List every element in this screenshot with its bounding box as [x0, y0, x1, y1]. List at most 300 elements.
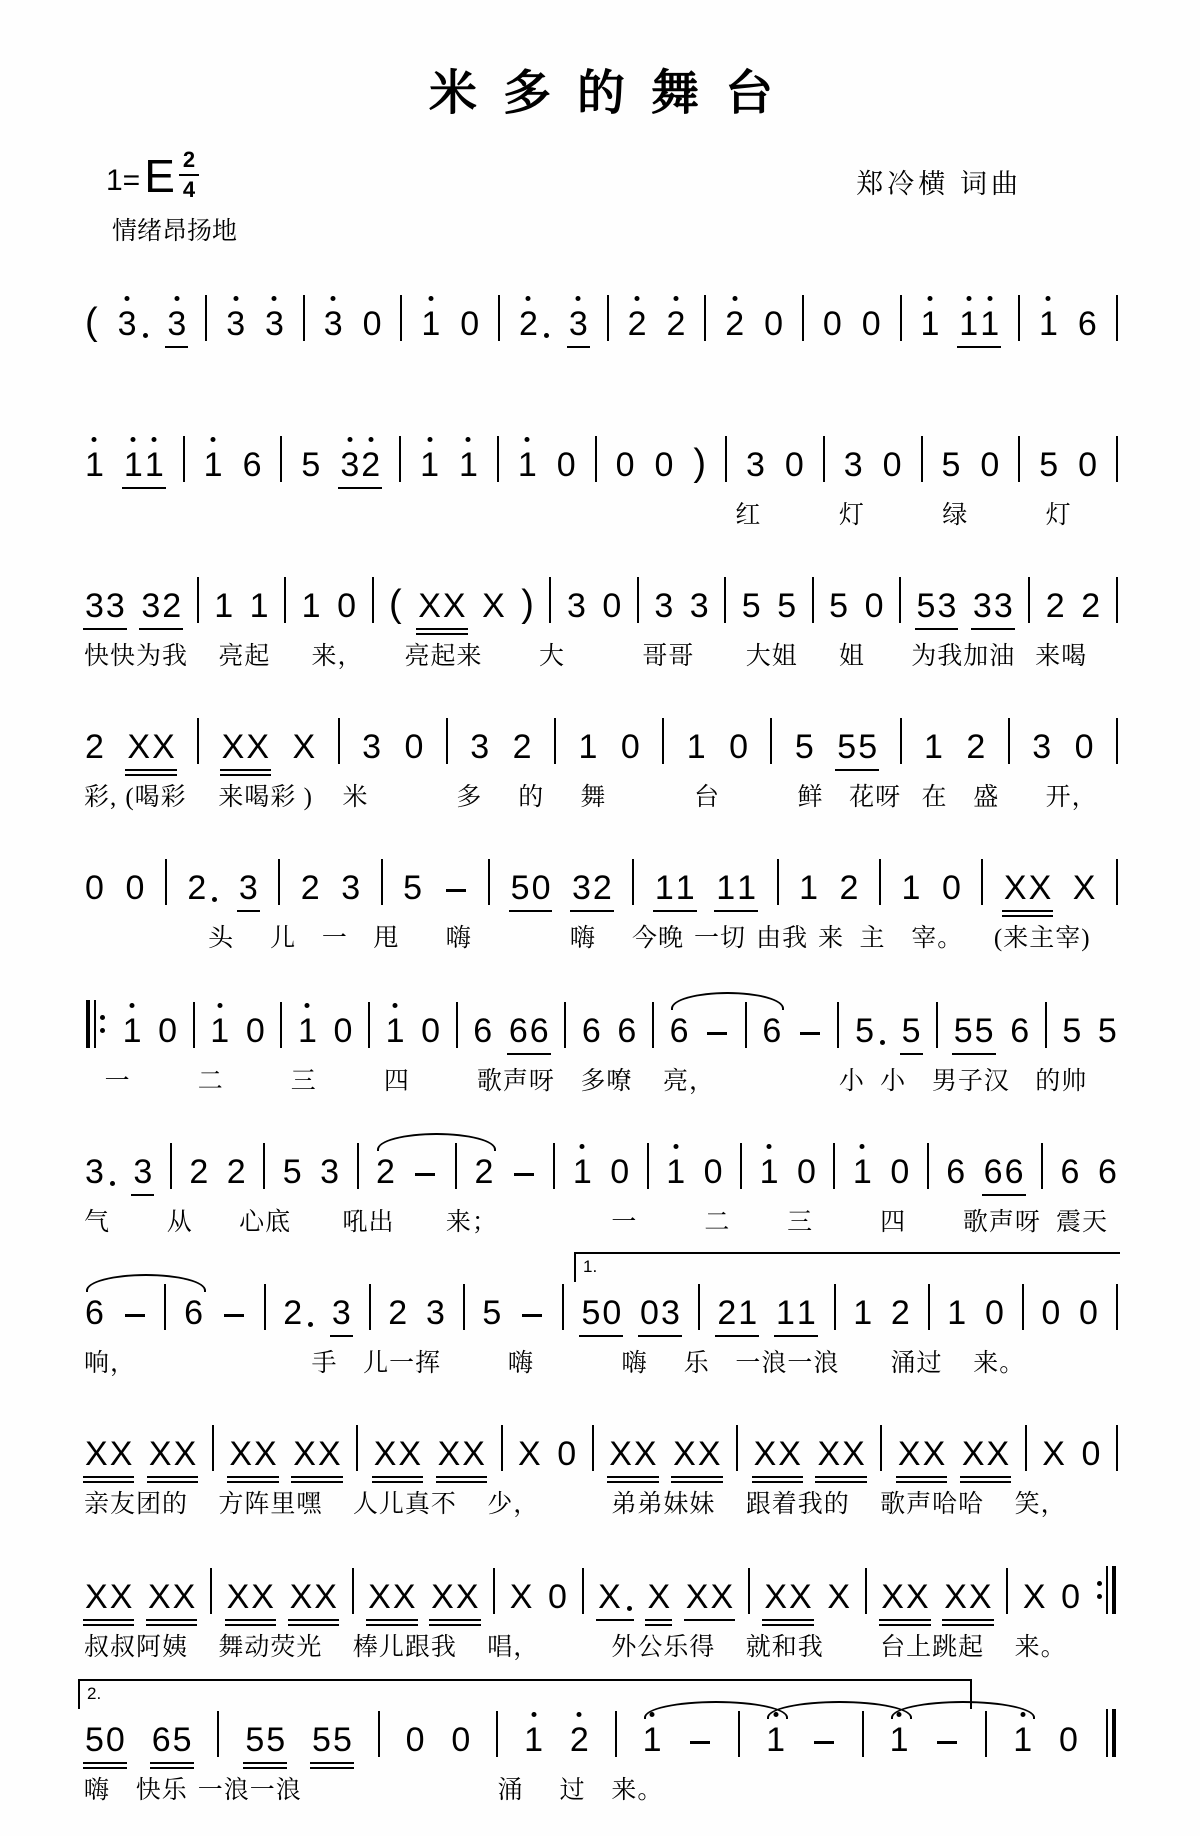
barline — [193, 1002, 195, 1048]
note-digit: 5 — [855, 1012, 874, 1050]
lyric-text: 弟弟妹妹 — [611, 1491, 716, 1518]
note — [459, 307, 480, 341]
note — [140, 589, 182, 623]
rhythm-note — [880, 1580, 929, 1614]
note-digit: 0 — [548, 1578, 567, 1616]
note — [703, 1155, 724, 1189]
note-digit: 0 — [602, 587, 622, 625]
lyric-text: 过 — [559, 1777, 586, 1804]
note — [728, 730, 749, 764]
rhythm-note — [1022, 1580, 1047, 1614]
note — [940, 448, 961, 482]
lyric-text: 花呀 — [849, 784, 902, 811]
augmentation-dot — [110, 1181, 115, 1186]
score-system — [84, 954, 1118, 1097]
note-digit: 0 — [640, 1294, 659, 1332]
note-digit: 0 — [245, 1012, 265, 1050]
note-digit: 0 — [1079, 1294, 1098, 1332]
dash-extension-line — [514, 1173, 534, 1177]
barline — [900, 718, 902, 764]
note — [639, 1296, 681, 1330]
note-digit: X — [968, 1578, 992, 1616]
note-digit: 6 — [508, 1012, 528, 1050]
note-digit: 2 — [189, 1153, 209, 1191]
note-digit: X — [392, 1578, 416, 1616]
rhythm-note — [437, 1437, 486, 1471]
note — [1061, 1014, 1082, 1048]
note-digit: X — [685, 1578, 709, 1616]
barline — [303, 295, 305, 341]
rhythm-note — [1041, 1437, 1066, 1471]
note-digit: X — [289, 1578, 313, 1616]
note-digit: 5 — [794, 728, 814, 766]
note-digit: X — [753, 1435, 777, 1473]
note — [1074, 730, 1095, 764]
note-digit: X — [764, 1578, 788, 1616]
note-digit: 1 — [959, 305, 979, 343]
dash-extension-line — [224, 1314, 244, 1318]
note-digit: 1 — [458, 446, 478, 484]
note-digit: 0 — [362, 305, 382, 343]
note-digit: X — [398, 1435, 422, 1473]
note — [686, 730, 707, 764]
dash-note — [412, 1173, 438, 1190]
time-signature — [179, 149, 199, 201]
note-digit: X — [221, 728, 245, 766]
note-digit: 1 — [889, 1721, 909, 1759]
note — [556, 448, 577, 482]
lyric-text: 今晚 — [632, 925, 685, 952]
rhythm-note — [672, 1437, 721, 1471]
note-digit: 2 — [627, 305, 647, 343]
note-digit: 0 — [556, 446, 576, 484]
note — [1077, 307, 1098, 341]
note — [889, 1155, 910, 1189]
note — [518, 307, 550, 341]
barline — [1116, 1425, 1118, 1471]
note-digit: 0 — [620, 728, 640, 766]
note-digit: X — [229, 1435, 253, 1473]
barline — [381, 859, 383, 905]
bar-stroke — [1112, 1709, 1116, 1757]
note — [84, 1155, 116, 1189]
key-note: E — [144, 150, 175, 202]
note-digit: 0 — [615, 446, 635, 484]
note-digit: X — [147, 1578, 171, 1616]
lyric-text: 亮， — [663, 1068, 716, 1095]
barline — [356, 1425, 358, 1471]
note-digit: 2 — [162, 587, 182, 625]
meta-row — [84, 147, 1118, 202]
lyric-text: 一浪一浪 — [735, 1350, 840, 1377]
tie-arc — [377, 1133, 496, 1151]
note — [941, 871, 962, 905]
rhythm-note — [685, 1580, 734, 1614]
note-digit: 0 — [557, 1435, 577, 1473]
note — [796, 1155, 817, 1189]
lyrics-row — [84, 1770, 1118, 1806]
repeat-dot — [100, 1028, 105, 1033]
note-digit: 1 — [716, 869, 736, 907]
note — [852, 1155, 873, 1189]
note — [336, 589, 357, 623]
lyric-text: 涌 — [497, 1777, 524, 1804]
lyric-text: 棒儿跟我 — [352, 1634, 457, 1661]
dash-note — [122, 1314, 148, 1331]
note — [901, 1014, 922, 1048]
barline — [1116, 859, 1118, 905]
note-digit: 6 — [184, 1294, 204, 1332]
lyric-text: 一 — [321, 925, 348, 952]
bar-stroke — [94, 1000, 96, 1048]
note-digit: 3 — [320, 1153, 340, 1191]
note-digit: X — [462, 1435, 485, 1473]
barline — [928, 1284, 930, 1330]
rhythm-note — [226, 1580, 275, 1614]
dash-note — [519, 1314, 545, 1331]
note-digit: 5 — [901, 1012, 921, 1050]
key-prefix: 1= — [106, 164, 141, 197]
note-digit: X — [292, 728, 316, 766]
note-digit: 3 — [425, 1294, 445, 1332]
note-digit: 0 — [405, 1721, 425, 1759]
note-digit: 1 — [420, 446, 440, 484]
lyric-text: 就和我 — [745, 1634, 824, 1661]
note — [627, 307, 648, 341]
note-digit: 1 — [144, 446, 164, 484]
note — [203, 448, 224, 482]
note-digit: X — [437, 1435, 461, 1473]
note — [653, 448, 674, 482]
lyric-text: 嗨 — [84, 1777, 111, 1804]
barline — [1022, 1284, 1024, 1330]
note-digit: X — [85, 1578, 108, 1616]
barline — [217, 1711, 219, 1757]
note-digit: 3 — [141, 587, 161, 625]
note-digit: X — [127, 728, 151, 766]
barline — [595, 436, 597, 482]
note — [1031, 730, 1052, 764]
note — [385, 1014, 406, 1048]
note-digit: 1 — [203, 446, 223, 484]
repeat-dot — [100, 1015, 105, 1020]
note-digit: 3 — [937, 587, 957, 625]
note-digit: 0 — [460, 305, 480, 343]
tempo-mood: 情绪昂扬地 — [112, 218, 238, 245]
note-digit: 1 — [210, 1012, 230, 1050]
note-digit: 1 — [654, 869, 674, 907]
note-digit: 5 — [837, 728, 857, 766]
note-digit: 1 — [301, 587, 321, 625]
note-digit: 2 — [474, 1153, 494, 1191]
note — [923, 730, 944, 764]
note-digit: X — [961, 1435, 985, 1473]
barline — [1116, 1284, 1118, 1330]
barline — [197, 718, 199, 764]
dash-note — [511, 1173, 537, 1190]
lyric-text: 来。 — [1014, 1634, 1067, 1661]
note-digit: 1 — [686, 728, 706, 766]
dash-extension-line — [690, 1741, 710, 1745]
note — [642, 1723, 663, 1757]
volta-label: 1. — [583, 1257, 598, 1276]
note-digit: 2 — [569, 1721, 589, 1759]
note — [556, 1437, 577, 1471]
lyric-text: 在 — [921, 784, 948, 811]
note-digit: 6 — [529, 1012, 549, 1050]
note-digit: 6 — [983, 1153, 1003, 1191]
lyric-text: 开， — [1045, 784, 1098, 811]
lyric-text: 一 — [104, 1068, 131, 1095]
note-digit: 6 — [762, 1012, 782, 1050]
note — [84, 730, 105, 764]
note-digit: X — [897, 1435, 921, 1473]
lyrics-row — [84, 354, 1118, 390]
note-digit: 2 — [226, 1153, 246, 1191]
barline — [352, 1568, 354, 1614]
lyric-text: 舞动荧光 — [218, 1634, 323, 1661]
barline — [582, 1568, 584, 1614]
barline — [338, 718, 340, 764]
note-digit: 1 — [759, 1153, 779, 1191]
barline — [1116, 295, 1118, 341]
lyric-text: 台上跳起 — [880, 1634, 985, 1661]
note — [300, 871, 321, 905]
note-digit: 0 — [404, 728, 424, 766]
lyric-text: 来喝彩 ) — [218, 784, 313, 811]
note-digit: 3 — [843, 446, 863, 484]
note-digit: 3 — [85, 1153, 104, 1191]
note-digit: X — [368, 1578, 391, 1616]
lyric-text: 米 — [342, 784, 369, 811]
note-digit: 1 — [385, 1012, 405, 1050]
rhythm-note — [148, 1437, 197, 1471]
note-digit: 1 — [924, 728, 943, 766]
note-digit: X — [172, 1578, 196, 1616]
note-digit: 1 — [524, 1721, 544, 1759]
score-system — [84, 1097, 1118, 1238]
note — [282, 1296, 314, 1330]
note-digit: 2 — [388, 1294, 408, 1332]
note-digit: 3 — [340, 446, 360, 484]
rhythm-note — [228, 1437, 277, 1471]
note — [1038, 448, 1059, 482]
note — [759, 1155, 780, 1189]
note-digit: 0 — [882, 446, 902, 484]
note-digit: X — [251, 1578, 274, 1616]
note — [84, 448, 105, 482]
rhythm-note — [84, 1580, 133, 1614]
note-digit: 3 — [745, 446, 765, 484]
barline — [879, 859, 881, 905]
lyric-text: 手 — [311, 1350, 338, 1377]
note — [405, 1723, 426, 1757]
barline — [833, 1143, 835, 1189]
lyric-text: 来。 — [611, 1777, 664, 1804]
note — [958, 307, 1000, 341]
note-digit: 6 — [242, 446, 262, 484]
note — [117, 307, 149, 341]
note — [919, 307, 940, 341]
note-digit: X — [922, 1435, 946, 1473]
score-system — [84, 672, 1118, 813]
score-system — [84, 390, 1118, 531]
note — [852, 1296, 873, 1330]
lyric-text: 小 — [838, 1068, 865, 1095]
lyric-text: (喝彩 — [125, 784, 187, 811]
lyrics-row — [84, 777, 1118, 813]
note-digit: 3 — [167, 305, 187, 343]
barline — [834, 1284, 836, 1330]
rhythm-note — [763, 1580, 812, 1614]
note-digit: 5 — [1097, 1012, 1117, 1050]
note-digit: 2 — [1045, 587, 1065, 625]
note-digit: 0 — [1061, 1578, 1081, 1616]
note — [609, 1155, 630, 1189]
lyric-text: 儿 — [270, 925, 297, 952]
dash-extension-line — [415, 1173, 435, 1177]
note-digit: 3 — [331, 1294, 351, 1332]
lyric-text: 吼出 — [342, 1209, 395, 1236]
note — [151, 1723, 193, 1757]
time-signature-denominator: 4 — [182, 177, 196, 202]
note-digit: X — [789, 1578, 812, 1616]
lyric-text: 灯 — [1045, 502, 1072, 529]
rhythm-note — [289, 1580, 338, 1614]
lyric-text: 笑， — [1014, 1491, 1067, 1518]
note-digit: 0 — [337, 587, 356, 625]
note-digit: 5 — [858, 728, 878, 766]
note-digit: 1 — [852, 1153, 872, 1191]
note — [945, 1155, 966, 1189]
rhythm-note — [417, 589, 466, 623]
note — [620, 730, 641, 764]
barline — [165, 859, 167, 905]
note — [157, 1014, 178, 1048]
barline — [496, 1711, 498, 1757]
note — [1038, 307, 1059, 341]
lyric-text: 台 — [694, 784, 721, 811]
note — [715, 871, 757, 905]
barline — [615, 1711, 617, 1757]
note-digit: X — [314, 1578, 337, 1616]
rhythm-note — [481, 589, 506, 623]
lyric-text: 哥哥 — [642, 643, 695, 670]
note-digit: 0 — [822, 305, 842, 343]
note-digit: 6 — [85, 1294, 104, 1332]
note-digit: X — [1022, 1578, 1046, 1616]
note-digit: 0 — [125, 869, 145, 907]
note-digit: 1 — [980, 305, 1000, 343]
note — [1045, 589, 1066, 623]
lyric-text: 大 — [538, 643, 565, 670]
note — [572, 1155, 593, 1189]
lyric-text: 的 — [518, 784, 545, 811]
note — [264, 307, 285, 341]
note-digit: X — [1003, 869, 1027, 907]
barline — [1028, 577, 1030, 623]
note-digit: 5 — [581, 1294, 601, 1332]
lyric-text: 亮起来 — [404, 643, 483, 670]
note — [331, 1296, 352, 1330]
note-digit: 6 — [946, 1153, 966, 1191]
note-digit: 2 — [890, 1294, 910, 1332]
note — [512, 730, 533, 764]
barline — [212, 1425, 214, 1471]
dash-note — [221, 1314, 247, 1331]
note-digit: 2 — [512, 728, 532, 766]
rhythm-note — [816, 1437, 865, 1471]
note — [745, 448, 766, 482]
note — [654, 871, 696, 905]
repeat-dots — [100, 1000, 105, 1048]
barline — [632, 859, 634, 905]
note-digit: 0 — [729, 728, 748, 766]
lyric-text: 多嘹 — [580, 1068, 633, 1095]
dash-extension-line — [800, 1032, 820, 1036]
dash-note — [704, 1032, 730, 1049]
note — [665, 307, 686, 341]
notation-row — [84, 1379, 1118, 1484]
note-digit: 6 — [1010, 1012, 1030, 1050]
note — [1097, 1155, 1118, 1189]
note — [616, 1014, 637, 1048]
repeat-dots — [1097, 1566, 1102, 1614]
final-barline — [1104, 1709, 1118, 1757]
note — [1060, 1580, 1081, 1614]
augmentation-dot — [212, 897, 217, 902]
note-digit: 1 — [1013, 1721, 1033, 1759]
lyric-text: 震天 — [1055, 1209, 1108, 1236]
barline — [880, 1425, 882, 1471]
note — [226, 1155, 247, 1189]
lyric-text: 绿 — [942, 502, 969, 529]
note-digit: 0 — [1081, 1435, 1101, 1473]
barline — [900, 295, 902, 341]
note — [84, 1296, 105, 1330]
note — [983, 1155, 1025, 1189]
note — [568, 307, 589, 341]
note-digit: 3 — [341, 869, 361, 907]
lyric-text: 快乐 — [135, 1777, 188, 1804]
note-digit: 1 — [775, 1294, 795, 1332]
score-system — [84, 1379, 1118, 1520]
rhythm-note — [292, 1437, 341, 1471]
lyric-text: 二 — [704, 1209, 731, 1236]
note — [472, 1014, 493, 1048]
note — [1097, 1014, 1118, 1048]
rhythm-note — [826, 1580, 851, 1614]
note-digit: X — [986, 1435, 1010, 1473]
note-digit: X — [778, 1435, 801, 1473]
barline — [837, 1002, 839, 1048]
note-digit: 3 — [265, 305, 284, 343]
barline — [210, 1568, 212, 1614]
lyric-text: 盛 — [973, 784, 1000, 811]
lyric-text: 亮起 — [218, 643, 271, 670]
barline — [927, 1143, 929, 1189]
lyric-text: 来 — [818, 925, 845, 952]
parenthesis: ( — [389, 583, 402, 625]
note-digit: 0 — [764, 305, 783, 343]
rhythm-note — [1072, 871, 1097, 905]
begin-repeat-sign — [84, 1000, 107, 1048]
note-digit: 1 — [123, 446, 143, 484]
dash-note — [934, 1741, 960, 1758]
note-digit: 1 — [901, 869, 921, 907]
note-digit: 0 — [105, 1721, 125, 1759]
lyric-text: 来， — [311, 643, 364, 670]
